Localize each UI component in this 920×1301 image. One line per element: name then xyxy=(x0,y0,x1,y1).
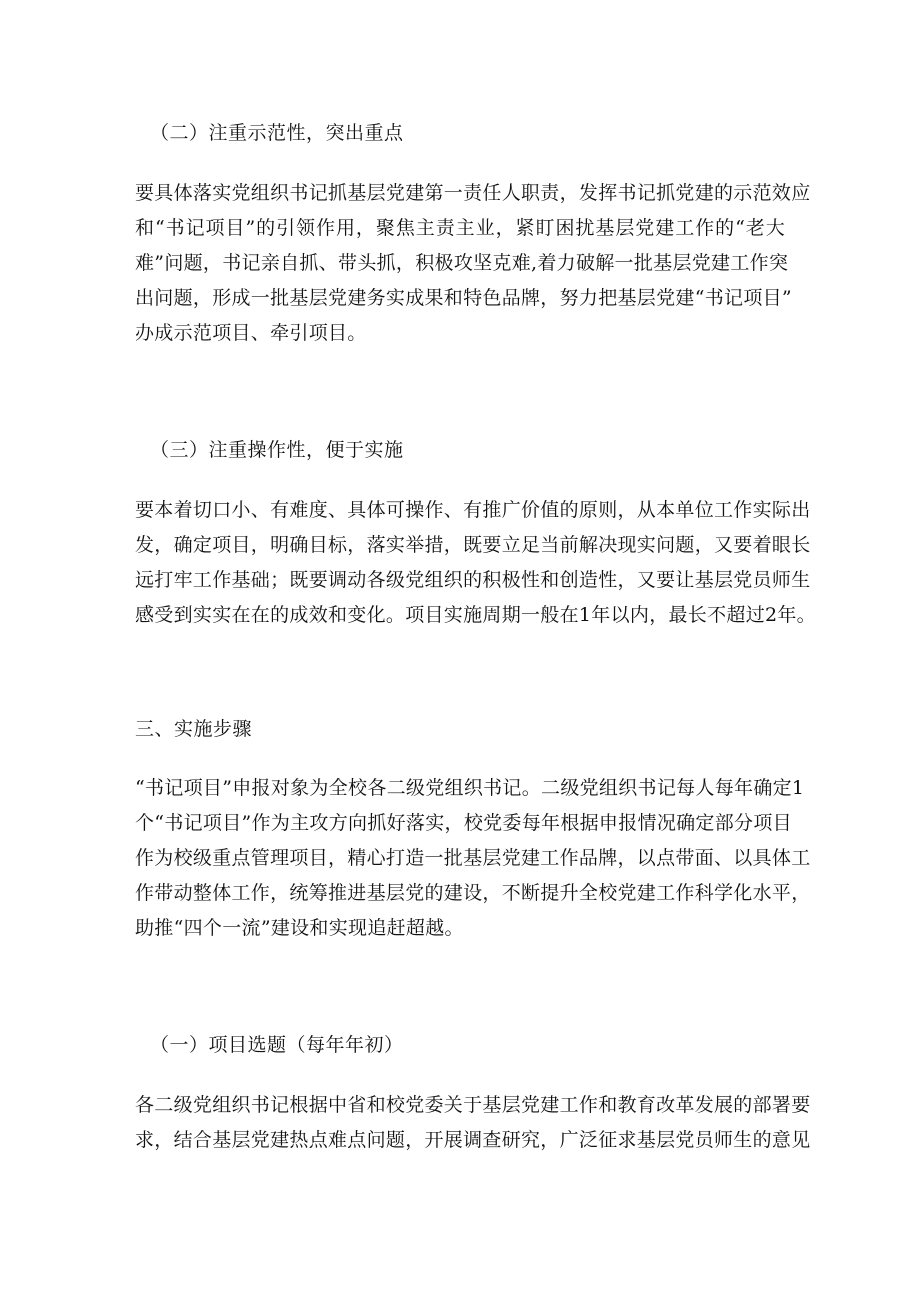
paragraph-selection xyxy=(135,1088,811,1158)
paragraph-line: 各二级党组织书记根据中省和校党委关于基层党建工作和教育改革发展的部署要 xyxy=(135,1094,811,1116)
paragraph-line: 远打牢工作基础；既要调动各级党组织的积极性和创造性，又要让基层党员师生 xyxy=(135,569,811,591)
paragraph-line: 要本着切口小、有难度、具体可操作、有推广价值的原则，从本单位工作实际出 xyxy=(135,499,811,521)
section-heading-emphasis-operability: （三）注重操作性，便于实施 xyxy=(150,439,404,461)
paragraph-line: 难”问题，书记亲自抓、带头抓，积极攻坚克难,着力破解一批基层党建工作突 xyxy=(135,252,789,274)
paragraph-line: “书记项目”申报对象为全校各二级党组织书记。二级党组织书记每人每年确定1 xyxy=(135,777,805,799)
paragraph-emphasis-demo xyxy=(135,176,811,351)
paragraph-line: 个“书记项目”作为主攻方向抓好落实，校党委每年根据申报情况确定部分项目 xyxy=(135,812,792,834)
paragraph-line: 要具体落实党组织书记抓基层党建第一责任人职责，发挥书记抓党建的示范效应 xyxy=(135,182,811,204)
paragraph-line: 和“书记项目”的引领作用，聚焦主责主业，紧盯困扰基层党建工作的“老大 xyxy=(135,217,785,239)
paragraph-line: 求，结合基层党建热点难点问题，开展调查研究，广泛征求基层党员师生的意见 xyxy=(135,1129,811,1151)
paragraph-line: 作为校级重点管理项目，精心打造一批基层党建工作品牌，以点带面、以具体工 xyxy=(135,847,811,869)
paragraph-line: 感受到实实在在的成效和变化。项目实施周期一般在1年以内，最长不超过2年。 xyxy=(135,604,816,626)
section-heading-steps: 三、实施步骤 xyxy=(135,718,253,740)
paragraph-line: 办成示范项目、牵引项目。 xyxy=(135,322,367,344)
paragraph-line: 出问题，形成一批基层党建务实成果和特色品牌，努力把基层党建“书记项目” xyxy=(135,287,792,309)
paragraph-emphasis-operability xyxy=(135,493,816,633)
paragraph-steps xyxy=(135,771,811,946)
paragraph-line: 作带动整体工作，统筹推进基层党的建设，不断提升全校党建工作科学化水平， xyxy=(135,882,811,904)
paragraph-line: 助推“四个一流”建设和实现追赶超越。 xyxy=(135,917,464,939)
section-heading-selection: （一）项目选题（每年年初） xyxy=(150,1034,404,1056)
section-heading-emphasis-demo: （二）注重示范性，突出重点 xyxy=(150,122,404,144)
paragraph-line: 发，确定项目，明确目标，落实举措，既要立足当前解决现实问题，又要着眼长 xyxy=(135,534,811,556)
